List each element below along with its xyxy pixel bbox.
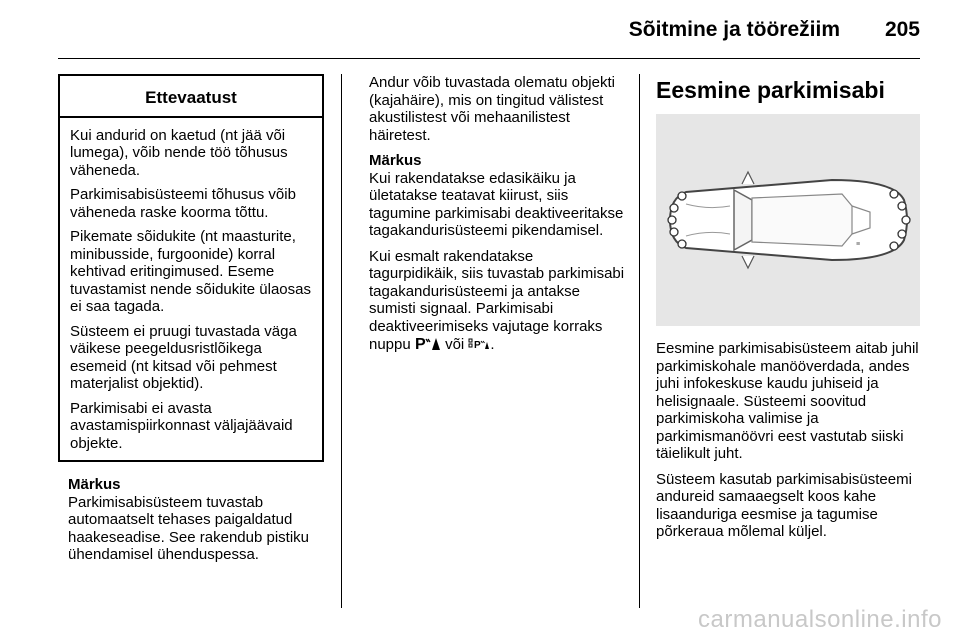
car-sensor-figure [656,114,920,326]
car-top-view-illustration [656,114,920,326]
park-assist-button-icon [415,335,441,356]
deactivate-paragraph [369,248,625,356]
warning-paragraph: Pikemate sõidukite (nt maasturite, minibusside, furgoonide) korral kehtivad eritingimused. Eseme tuvastamist nende sõidukite ülaosas ei saa tagada. [70,228,311,315]
svg-text:P: P [414,336,426,351]
svg-text:P: P [474,340,482,351]
warning-paragraph: Kui andurid on kaetud (nt jää või lumega), võib nende töö tõhusus väheneda. [70,126,288,179]
header-rule [58,58,920,59]
middle-column [369,74,625,364]
watermark: carmanualsonline.info [698,606,942,633]
note-block [369,152,625,240]
right-paragraph: Süsteem kasutab parkimisabisüsteemi andureid samaaegselt koos kahe lisaanduriga eesmise ja tagumise põrkeraua mõlemal küljel. [656,470,912,540]
note-block [58,476,324,564]
page-number: 205 [884,18,920,41]
warning-title: Ettevaatust [60,76,322,118]
or-text: või [445,336,465,353]
note-title: Märkus [369,152,422,169]
right-column [656,74,922,549]
period-text: . [490,336,495,353]
section-title: Eesmine parkimisabi [656,77,885,103]
warning-paragraph: Parkimisabi ei avasta avastamispiirkonnast väljajäävaid objekte. [70,399,293,452]
column-divider-1 [341,74,342,608]
warning-paragraph: Parkimisabisüsteemi tõhusus võib väheneda raske koorma tõttu. [70,186,296,221]
intro-paragraph: Andur võib tuvastada olematu objekti (kajahäire), mis on tingitud välistest akustilistest või mehaanilistest häiretest. [369,74,615,144]
note-title: Märkus [68,476,121,493]
warning-paragraph: Süsteem ei pruugi tuvastada väga väikese peegeldusristlõikega esemeid (nt kitsad või pehmest materjalist objektid). [70,322,297,392]
deactivate-text: Kui esmalt rakendatakse tagurpidikäik, siis tuvastab parkimisabi tagakandurisüsteemi ja antakse sumisti signaal. Parkimisabi deaktiveerimiseks vajutage korraks nuppu [369,247,625,353]
warning-body [60,118,322,461]
left-column [58,74,324,564]
park-assist-small-icon [468,337,490,356]
svg-text:≡: ≡ [856,241,861,248]
warning-box [58,74,324,462]
note-text: Parkimisabisüsteem tuvastab automaatselt tehases paigaldatud haakeseadise. See rakendub pistiku ühendamisel ühenduspessa. [68,493,309,563]
column-divider-2 [639,74,640,608]
note-text: Kui rakendatakse edasikäiku ja ületatakse teatavat kiirust, siis tagumine parkimisabi deaktiveeritakse tagakandurisüsteemi pikendamisel. [369,169,624,239]
header-title: Sõitmine ja töörežiim [628,18,840,41]
right-paragraph: Eesmine parkimisabisüsteem aitab juhil parkimiskohale manööverdada, andes juhi infokeskuse kaudu juhiseid ja helisignaale. Süsteemi soovitud parkimiskoha valimise ja parkimismanöövri eest vastutab siiski täielikult juht. [656,340,919,462]
